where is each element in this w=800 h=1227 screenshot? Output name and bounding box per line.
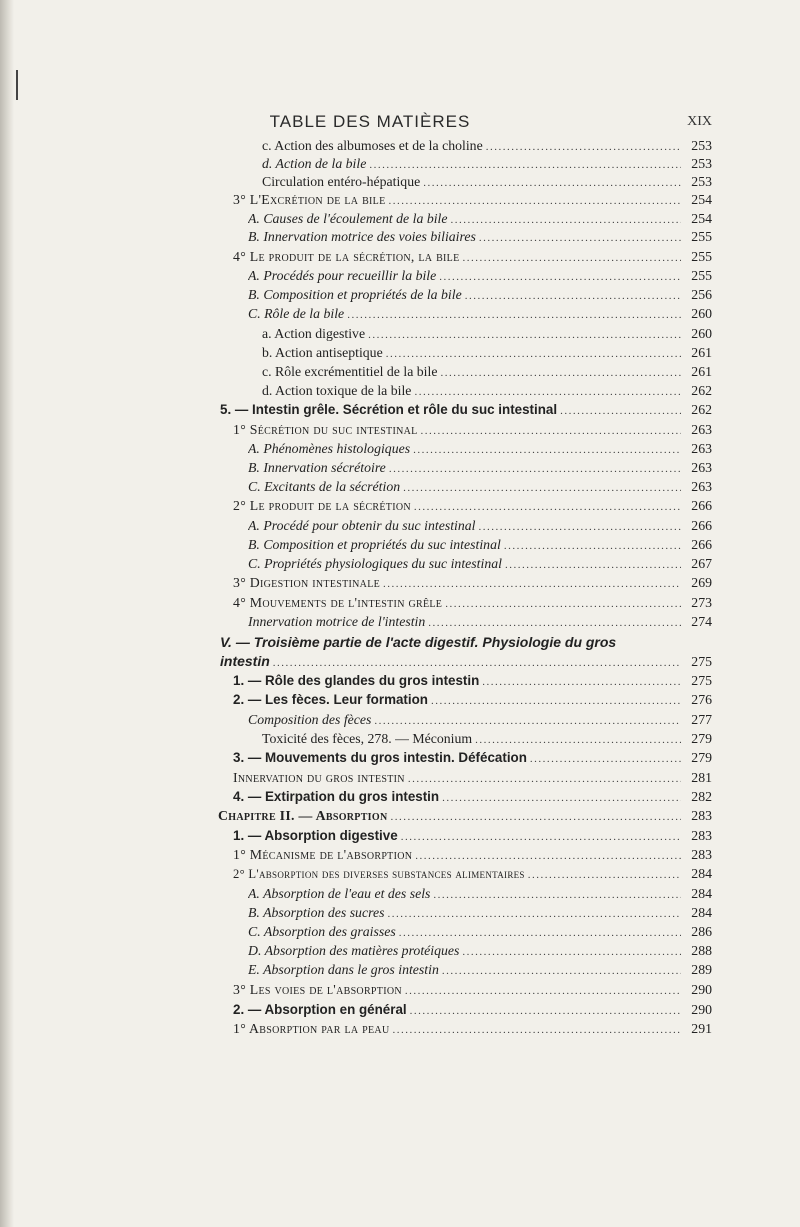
toc-entry-page: 266 xyxy=(691,537,712,552)
toc-entry-page: 281 xyxy=(691,770,712,785)
toc-entry xyxy=(262,731,712,751)
toc-entry-text: C. Rôle de la bile xyxy=(248,306,345,321)
leader-dots xyxy=(442,965,681,977)
toc-entry xyxy=(233,1002,712,1022)
leader-dots xyxy=(390,811,681,823)
leader-dots xyxy=(423,177,681,189)
toc-entry-page: 255 xyxy=(691,229,712,244)
toc-entry-text: C. Absorption des graisses xyxy=(248,924,396,939)
toc-entry-text: 1° Mécanisme de l'absorption xyxy=(233,847,413,862)
toc-entry-text: B. Absorption des sucres xyxy=(248,905,385,920)
toc-entry-page: 263 xyxy=(691,460,712,475)
toc-entry-text: d. Action de la bile xyxy=(262,156,367,171)
leader-dots xyxy=(414,501,681,513)
toc-entry xyxy=(233,789,712,809)
toc-entry-text: intestin xyxy=(220,653,270,669)
toc-entry-text: B. Composition et propriétés du suc intestinal xyxy=(248,537,501,552)
leader-dots xyxy=(504,540,681,552)
leader-dots xyxy=(440,367,681,379)
toc-entry xyxy=(248,924,712,944)
toc-entry xyxy=(233,575,712,595)
leader-dots xyxy=(486,141,681,153)
toc-entry xyxy=(262,364,712,384)
leader-dots xyxy=(408,773,681,785)
leader-dots xyxy=(410,1005,681,1017)
toc-entry-page: 286 xyxy=(691,924,712,939)
toc-entry-page: 283 xyxy=(691,808,712,823)
toc-entry-text: B. Composition et propriétés de la bile xyxy=(248,287,462,302)
leader-dots xyxy=(389,463,681,475)
toc-entry-page: 266 xyxy=(691,498,712,513)
toc-entry-page: 262 xyxy=(691,383,712,398)
toc-entry xyxy=(233,982,712,1002)
leader-dots xyxy=(560,405,681,417)
leader-dots xyxy=(445,598,681,610)
leader-dots xyxy=(421,425,681,437)
leader-dots xyxy=(482,676,681,688)
toc-entry xyxy=(262,174,712,194)
leader-dots xyxy=(479,232,681,244)
toc-entry-page: 282 xyxy=(691,789,712,804)
toc-entry-page: 277 xyxy=(691,712,712,727)
leader-dots xyxy=(369,159,681,171)
toc-entry xyxy=(262,138,712,158)
toc-entry-page: 284 xyxy=(691,866,712,881)
binding-mark xyxy=(16,70,18,100)
toc-entry xyxy=(262,156,712,176)
leader-dots xyxy=(401,831,681,843)
toc-entry-text: 3° L'Excrétion de la bile xyxy=(233,192,386,207)
leader-dots xyxy=(528,869,681,881)
toc-entry xyxy=(248,614,712,634)
toc-entry-text: 2° Le produit de la sécrétion xyxy=(233,498,411,513)
toc-entry-text: A. Procédés pour recueillir la bile xyxy=(248,268,437,283)
toc-entry-page: 255 xyxy=(691,268,712,283)
toc-entry-text: 2. — Les fèces. Leur formation xyxy=(233,692,428,707)
toc-entry xyxy=(233,422,712,442)
toc-entry-page: 279 xyxy=(691,750,712,765)
leader-dots xyxy=(392,1024,681,1036)
toc-entry-page: 284 xyxy=(691,886,712,901)
toc-entry-text: 1. — Absorption digestive xyxy=(233,828,398,843)
toc-entry xyxy=(262,383,712,403)
toc-entry-text: 4° Le produit de la sécrétion, la bile xyxy=(233,249,460,264)
toc-entry xyxy=(248,962,712,982)
toc-entry xyxy=(248,943,712,963)
toc-entry-page: 256 xyxy=(691,287,712,302)
toc-entry-page: 262 xyxy=(691,402,712,417)
toc-entry-page: 254 xyxy=(691,211,712,226)
toc-entry-page: 261 xyxy=(691,345,712,360)
running-header xyxy=(0,112,800,136)
leader-dots xyxy=(442,792,681,804)
toc-entry-page: 290 xyxy=(691,1002,712,1017)
leader-dots xyxy=(387,908,681,920)
page-binding-shadow xyxy=(0,0,14,1227)
leader-dots xyxy=(451,214,681,226)
leader-dots xyxy=(530,753,681,765)
toc-entry xyxy=(220,653,712,673)
toc-entry-page: 279 xyxy=(691,731,712,746)
toc-entry-text: A. Absorption de l'eau et des sels xyxy=(248,886,431,901)
leader-dots xyxy=(479,521,682,533)
toc-entry-text: c. Rôle excrémentitiel de la bile xyxy=(262,364,438,379)
toc-entry xyxy=(233,673,712,693)
toc-entry-page: 263 xyxy=(691,479,712,494)
toc-entry-page: 253 xyxy=(691,156,712,171)
toc-entry-text: A. Procédé pour obtenir du suc intestinal xyxy=(248,518,476,533)
toc-entry-page: 283 xyxy=(691,847,712,862)
toc-entry xyxy=(262,345,712,365)
toc-entry-text: 5. — Intestin grêle. Sécrétion et rôle du suc intestinal xyxy=(220,402,558,417)
toc-entry-page: 261 xyxy=(691,364,712,379)
toc-entry-page: 263 xyxy=(691,441,712,456)
toc-entry xyxy=(233,192,712,212)
toc-entry-text: Innervation motrice de l'intestin xyxy=(248,614,426,629)
toc-entry-page: 254 xyxy=(691,192,712,207)
toc-entry xyxy=(248,556,712,576)
toc-entry-text: E. Absorption dans le gros intestin xyxy=(248,962,439,977)
toc-entry xyxy=(248,537,712,557)
leader-dots xyxy=(414,386,681,398)
toc-entry xyxy=(248,211,712,231)
section-heading: V. — Troisième partie de l'acte digestif. Physiologie du gros xyxy=(220,634,617,650)
toc-entry xyxy=(248,712,712,732)
toc-entry-text: Chapitre II. — Absorption xyxy=(218,808,388,823)
toc-entry-text: 4° Mouvements de l'intestin grêle xyxy=(233,595,443,610)
toc-entry-text: 3. — Mouvements du gros intestin. Défécation xyxy=(233,750,527,765)
toc-entry-page: 275 xyxy=(691,654,712,669)
header-title: TABLE DES MATIÈRES xyxy=(269,112,471,131)
toc-entry-text: 3° Les voies de l'absorption xyxy=(233,982,402,997)
leader-dots xyxy=(273,657,681,669)
toc-entry-page: 260 xyxy=(691,326,712,341)
toc-entry-text: Toxicité des fèces, 278. — Méconium xyxy=(262,731,473,746)
toc-entry-text: c. Action des albumoses et de la choline xyxy=(262,138,483,153)
leader-dots xyxy=(439,271,681,283)
leader-dots xyxy=(465,290,681,302)
leader-dots xyxy=(383,578,681,590)
toc-entry-text: B. Innervation sécrétoire xyxy=(248,460,386,475)
leader-dots xyxy=(368,329,681,341)
toc-entry xyxy=(248,905,712,925)
toc-entry-text: 2. — Absorption en général xyxy=(233,1002,407,1017)
page-number: XIX xyxy=(687,114,712,129)
toc-entry-page: 273 xyxy=(691,595,712,610)
toc-entry-page: 266 xyxy=(691,518,712,533)
toc-entry xyxy=(233,847,712,867)
toc-entry xyxy=(248,268,712,288)
toc-entry-text: 1. — Rôle des glandes du gros intestin xyxy=(233,673,480,688)
toc-entry-page: 291 xyxy=(691,1021,712,1036)
toc-entry xyxy=(218,808,712,828)
toc-entry-page: 289 xyxy=(691,962,712,977)
toc-entry xyxy=(233,692,712,712)
leader-dots xyxy=(415,850,681,862)
toc-entry xyxy=(220,402,712,422)
toc-entry-text: Circulation entéro-hépatique xyxy=(262,174,421,189)
leader-dots xyxy=(388,195,681,207)
leader-dots xyxy=(374,715,681,727)
toc-entry xyxy=(233,770,712,790)
leader-dots xyxy=(463,252,682,264)
toc-entry-text: 4. — Extirpation du gros intestin xyxy=(233,789,440,804)
toc-entry-page: 255 xyxy=(691,249,712,264)
leader-dots xyxy=(399,927,681,939)
toc-entry xyxy=(248,306,712,326)
toc-entry-text: 2° L'absorption des diverses substances alimentaires xyxy=(233,867,525,881)
toc-entry xyxy=(248,518,712,538)
leader-dots xyxy=(505,559,681,571)
toc-entry-text: 3° Digestion intestinale xyxy=(233,575,381,590)
toc-entry xyxy=(233,750,712,770)
toc-entry xyxy=(248,287,712,307)
toc-entry-text: C. Propriétés physiologiques du suc intestinal xyxy=(248,556,502,571)
leader-dots xyxy=(386,348,681,360)
toc-entry xyxy=(248,460,712,480)
toc-entry-text: D. Absorption des matières protéiques xyxy=(248,943,460,958)
toc-entry xyxy=(233,498,712,518)
toc-entry xyxy=(262,326,712,346)
toc-entry-page: 276 xyxy=(691,692,712,707)
toc-entry xyxy=(233,1021,712,1041)
toc-entry xyxy=(233,866,712,886)
toc-entry-page: 253 xyxy=(691,174,712,189)
leader-dots xyxy=(428,617,681,629)
leader-dots xyxy=(433,889,681,901)
toc-entry-text: A. Phénomènes histologiques xyxy=(248,441,411,456)
toc-entry-text: 1° Sécrétion du suc intestinal xyxy=(233,422,418,437)
toc-entry xyxy=(248,479,712,499)
toc-entry-page: 253 xyxy=(691,138,712,153)
toc-entry-text: Composition des fèces xyxy=(248,712,372,727)
leader-dots xyxy=(405,985,681,997)
toc-entry xyxy=(233,595,712,615)
toc-entry-page: 284 xyxy=(691,905,712,920)
toc-entry-page: 283 xyxy=(691,828,712,843)
toc-entry-text: B. Innervation motrice des voies biliaires xyxy=(248,229,476,244)
toc-entry-text: A. Causes de l'écoulement de la bile xyxy=(248,211,448,226)
toc-entry-text: Innervation du gros intestin xyxy=(233,770,405,785)
toc-entry-page: 288 xyxy=(691,943,712,958)
toc-entry-page: 269 xyxy=(691,575,712,590)
toc-entry xyxy=(233,828,712,848)
toc-entry-text: b. Action antiseptique xyxy=(262,345,383,360)
toc-entry-text: 1° Absorption par la peau xyxy=(233,1021,390,1036)
leader-dots xyxy=(413,444,681,456)
toc-entry-page: 260 xyxy=(691,306,712,321)
toc-entry-page: 274 xyxy=(691,614,712,629)
toc-entry-page: 290 xyxy=(691,982,712,997)
leader-dots xyxy=(347,309,681,321)
toc-entry-page: 267 xyxy=(691,556,712,571)
leader-dots xyxy=(431,695,681,707)
toc-entry-text: a. Action digestive xyxy=(262,326,366,341)
leader-dots xyxy=(403,482,681,494)
toc-entry-text: C. Excitants de la sécrétion xyxy=(248,479,401,494)
leader-dots xyxy=(462,946,681,958)
toc-entry-page: 263 xyxy=(691,422,712,437)
toc-entry xyxy=(248,441,712,461)
toc-entry-page: 275 xyxy=(691,673,712,688)
toc-entry xyxy=(248,229,712,249)
leader-dots xyxy=(475,734,681,746)
toc-entry xyxy=(248,886,712,906)
toc-entry-text: d. Action toxique de la bile xyxy=(262,383,412,398)
toc-entry xyxy=(233,249,712,269)
